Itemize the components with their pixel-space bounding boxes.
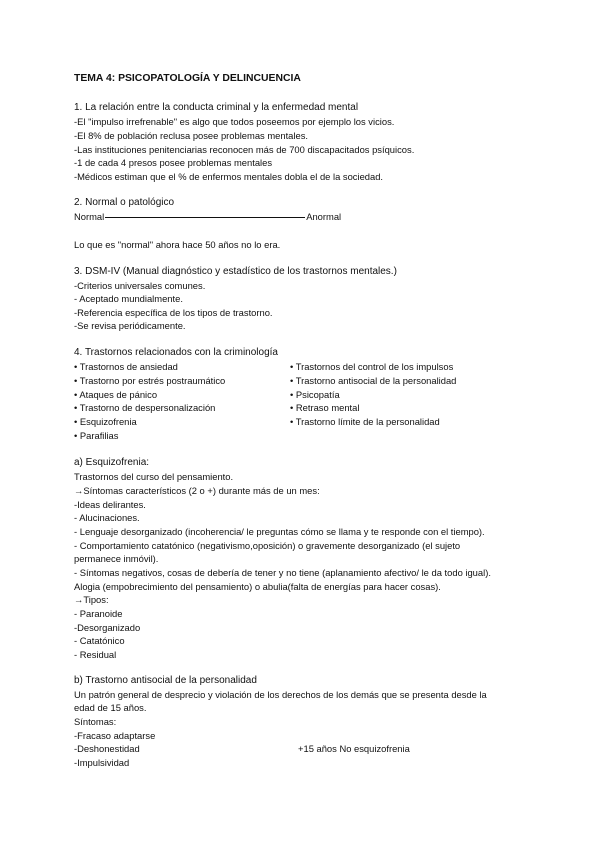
section-4-heading: 4. Trastornos relacionados con la criminología — [74, 347, 278, 358]
section-a-line: - Residual — [74, 649, 117, 660]
disorder-right-item: • Psicopatía — [290, 389, 340, 400]
section-a-line: - Catatónico — [74, 635, 125, 646]
disorder-left-item: • Esquizofrenia — [74, 416, 137, 427]
disorder-left-item: • Ataques de pánico — [74, 389, 158, 400]
disorder-right-item: • Trastorno antisocial de la personalidad — [290, 375, 457, 386]
section-b-line: Un patrón general de desprecio y violación de los derechos de los demás que se presenta desde la — [74, 689, 487, 700]
section-a-line: Alogia (empobrecimiento del pensamiento) o abulia(falta de energías para hacer cosas). — [74, 581, 441, 592]
section-b-line: Síntomas: — [74, 716, 117, 727]
section-1-line: -El "impulso irrefrenable" es algo que todos poseemos por ejemplo los vicios. — [74, 116, 395, 127]
section-a-line: →Tipos: — [74, 594, 109, 605]
section-1-line: -Médicos estiman que el % de enfermos mentales dobla el de la sociedad. — [74, 171, 384, 182]
section-a-line: - Alucinaciones. — [74, 512, 140, 523]
section-1-line: -Las instituciones penitenciarias reconocen más de 700 discapacitados psíquicos. — [74, 144, 415, 155]
scale-left-label: Normal — [74, 211, 105, 222]
section-1-line: -1 de cada 4 presos posee problemas mentales — [74, 157, 273, 168]
section-3-line: -Se revisa periódicamente. — [74, 320, 186, 331]
disorder-left-item: • Trastorno por estrés postraumático — [74, 375, 226, 386]
section-a-line: -Ideas delirantes. — [74, 499, 146, 510]
section-1-line: -El 8% de población reclusa posee problemas mentales. — [74, 130, 308, 141]
section-2-heading: 2. Normal o patológico — [74, 197, 175, 208]
section-a-line: -Desorganizado — [74, 622, 141, 633]
section-a-line: - Comportamiento catatónico (negativismo,oposición) o gravemente desorganizado (el sujeto — [74, 540, 461, 551]
section-3-line: - Aceptado mundialmente. — [74, 293, 183, 304]
scale-right-label: Anormal — [306, 211, 342, 222]
normal-abnormal-scale — [74, 211, 341, 223]
section-a-line: Trastornos del curso del pensamiento. — [74, 471, 234, 482]
section-a-line: - Lenguaje desorganizado (incoherencia/ le preguntas cómo se llama y te responde con el tiempo). — [74, 526, 485, 537]
section-b-line: -Fracaso adaptarse — [74, 730, 156, 741]
section-a-line: - Paranoide — [74, 608, 123, 619]
section-a-line: permanece inmóvil). — [74, 553, 159, 564]
section-1-heading: 1. La relación entre la conducta criminal y la enfermedad mental — [74, 102, 359, 113]
disorder-right-item: • Trastorno límite de la personalidad — [290, 416, 440, 427]
section-b-line: edad de 15 años. — [74, 702, 147, 713]
disorder-right-item: • Trastornos del control de los impulsos — [290, 361, 454, 372]
section-3-line: -Referencia específica de los tipos de trastorno. — [74, 307, 273, 318]
section-b-line: -Deshonestidad — [74, 743, 140, 754]
section-b-side-note: +15 años No esquizofrenia — [298, 743, 410, 754]
disorder-left-item: • Parafilias — [74, 430, 119, 441]
section-3-heading: 3. DSM-IV (Manual diagnóstico y estadístico de los trastornos mentales.) — [74, 266, 397, 277]
disorder-right-item: • Retraso mental — [290, 402, 360, 413]
section-b-line: -Impulsividad — [74, 757, 130, 768]
scale-line — [105, 217, 305, 218]
section-b-heading: b) Trastorno antisocial de la personalidad — [74, 675, 257, 686]
section-a-line: →Síntomas característicos (2 o +) durante más de un mes: — [74, 485, 320, 496]
section-2-note: Lo que es "normal" ahora hace 50 años no lo era. — [74, 239, 281, 250]
disorder-left-item: • Trastorno de despersonalización — [74, 402, 216, 413]
document-title: TEMA 4: PSICOPATOLOGÍA Y DELINCUENCIA — [74, 73, 301, 84]
section-a-line: - Síntomas negativos, cosas de debería de tener y no tiene (aplanamiento afectivo/ le da todo igual). — [74, 567, 491, 578]
section-a-heading: a) Esquizofrenia: — [74, 457, 150, 468]
disorder-left-item: • Trastornos de ansiedad — [74, 361, 178, 372]
section-3-line: -Criterios universales comunes. — [74, 280, 206, 291]
